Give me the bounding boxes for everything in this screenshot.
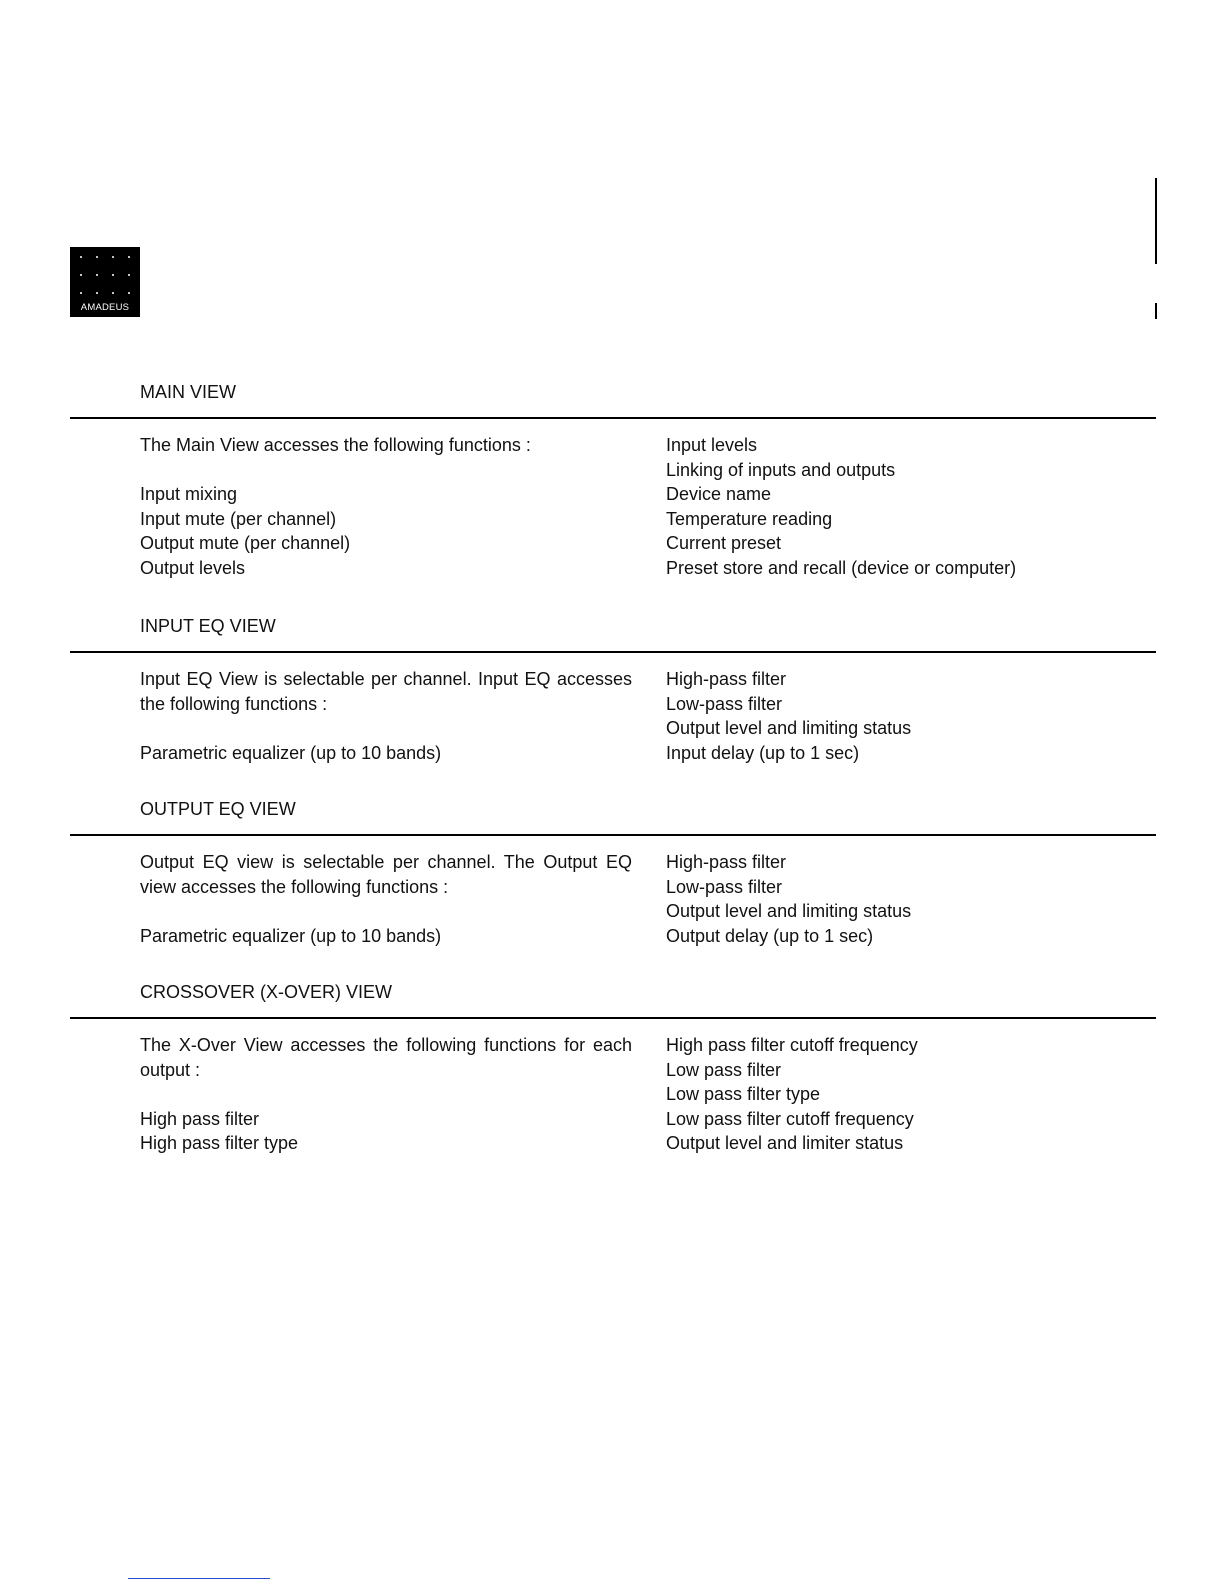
right-column xyxy=(666,433,1146,580)
logo-wordmark: AMADEUS xyxy=(80,302,130,313)
list-item: High pass filter type xyxy=(140,1133,299,1153)
section-divider xyxy=(70,834,1156,836)
list-item: High-pass filter xyxy=(666,669,787,689)
list-item: Preset store and recall (device or computer) xyxy=(666,557,1017,578)
right-column xyxy=(666,667,1146,765)
list-item: High pass filter cutoff frequency xyxy=(666,1035,918,1055)
edge-mark-top xyxy=(1155,178,1157,264)
section-title: CROSSOVER (X-OVER) VIEW xyxy=(140,982,393,1002)
section-divider xyxy=(70,651,1156,653)
section-title: MAIN VIEW xyxy=(140,382,237,402)
intro-text: The X-Over View accesses the following functions for each output : xyxy=(140,1035,632,1080)
list-item: Input mixing xyxy=(140,484,238,504)
intro-text: Input EQ View is selectable per channel. Input EQ accesses the following functions : xyxy=(140,669,632,714)
list-item: Output delay (up to 1 sec) xyxy=(666,925,874,946)
intro-text: Output EQ view is selectable per channel. The Output EQ view accesses the following functions : xyxy=(140,852,632,897)
list-item: Parametric equalizer (up to 10 bands) xyxy=(140,925,442,946)
section-title: OUTPUT EQ VIEW xyxy=(140,799,296,819)
amadeus-logo xyxy=(70,247,140,317)
left-column xyxy=(140,1033,632,1156)
edge-mark-bottom xyxy=(1155,303,1157,319)
list-item: Output level and limiting status xyxy=(666,718,912,738)
list-item: Output levels xyxy=(140,557,246,578)
right-column xyxy=(666,1033,1146,1156)
right-column xyxy=(666,850,1146,948)
list-item: Temperature reading xyxy=(666,508,833,529)
list-item: Output mute (per channel) xyxy=(140,533,351,553)
list-item: High pass filter xyxy=(140,1108,260,1129)
left-column xyxy=(140,433,632,580)
intro-text: The Main View accesses the following functions : xyxy=(140,435,531,455)
section-title: INPUT EQ VIEW xyxy=(140,616,276,636)
list-item: Low pass filter type xyxy=(666,1084,821,1104)
list-item: Current preset xyxy=(666,533,782,553)
list-item: Device name xyxy=(666,484,772,504)
list-item: Output level and limiting status xyxy=(666,901,912,921)
list-item: Low-pass filter xyxy=(666,693,783,714)
list-item: Input delay (up to 1 sec) xyxy=(666,742,860,763)
list-item: Parametric equalizer (up to 10 bands) xyxy=(140,742,442,763)
list-item: Low pass filter cutoff frequency xyxy=(666,1108,914,1129)
left-column xyxy=(140,850,632,948)
footer-link-underline xyxy=(128,1578,270,1579)
list-item: Input levels xyxy=(666,435,758,455)
left-column xyxy=(140,667,632,765)
list-item: Output level and limiter status xyxy=(666,1133,904,1153)
list-item: Low pass filter xyxy=(666,1059,782,1080)
list-item: Linking of inputs and outputs xyxy=(666,459,896,480)
list-item: Input mute (per channel) xyxy=(140,508,337,529)
section-divider xyxy=(70,1017,1156,1019)
list-item: High-pass filter xyxy=(666,852,787,872)
section-divider xyxy=(70,417,1156,419)
list-item: Low-pass filter xyxy=(666,876,783,897)
